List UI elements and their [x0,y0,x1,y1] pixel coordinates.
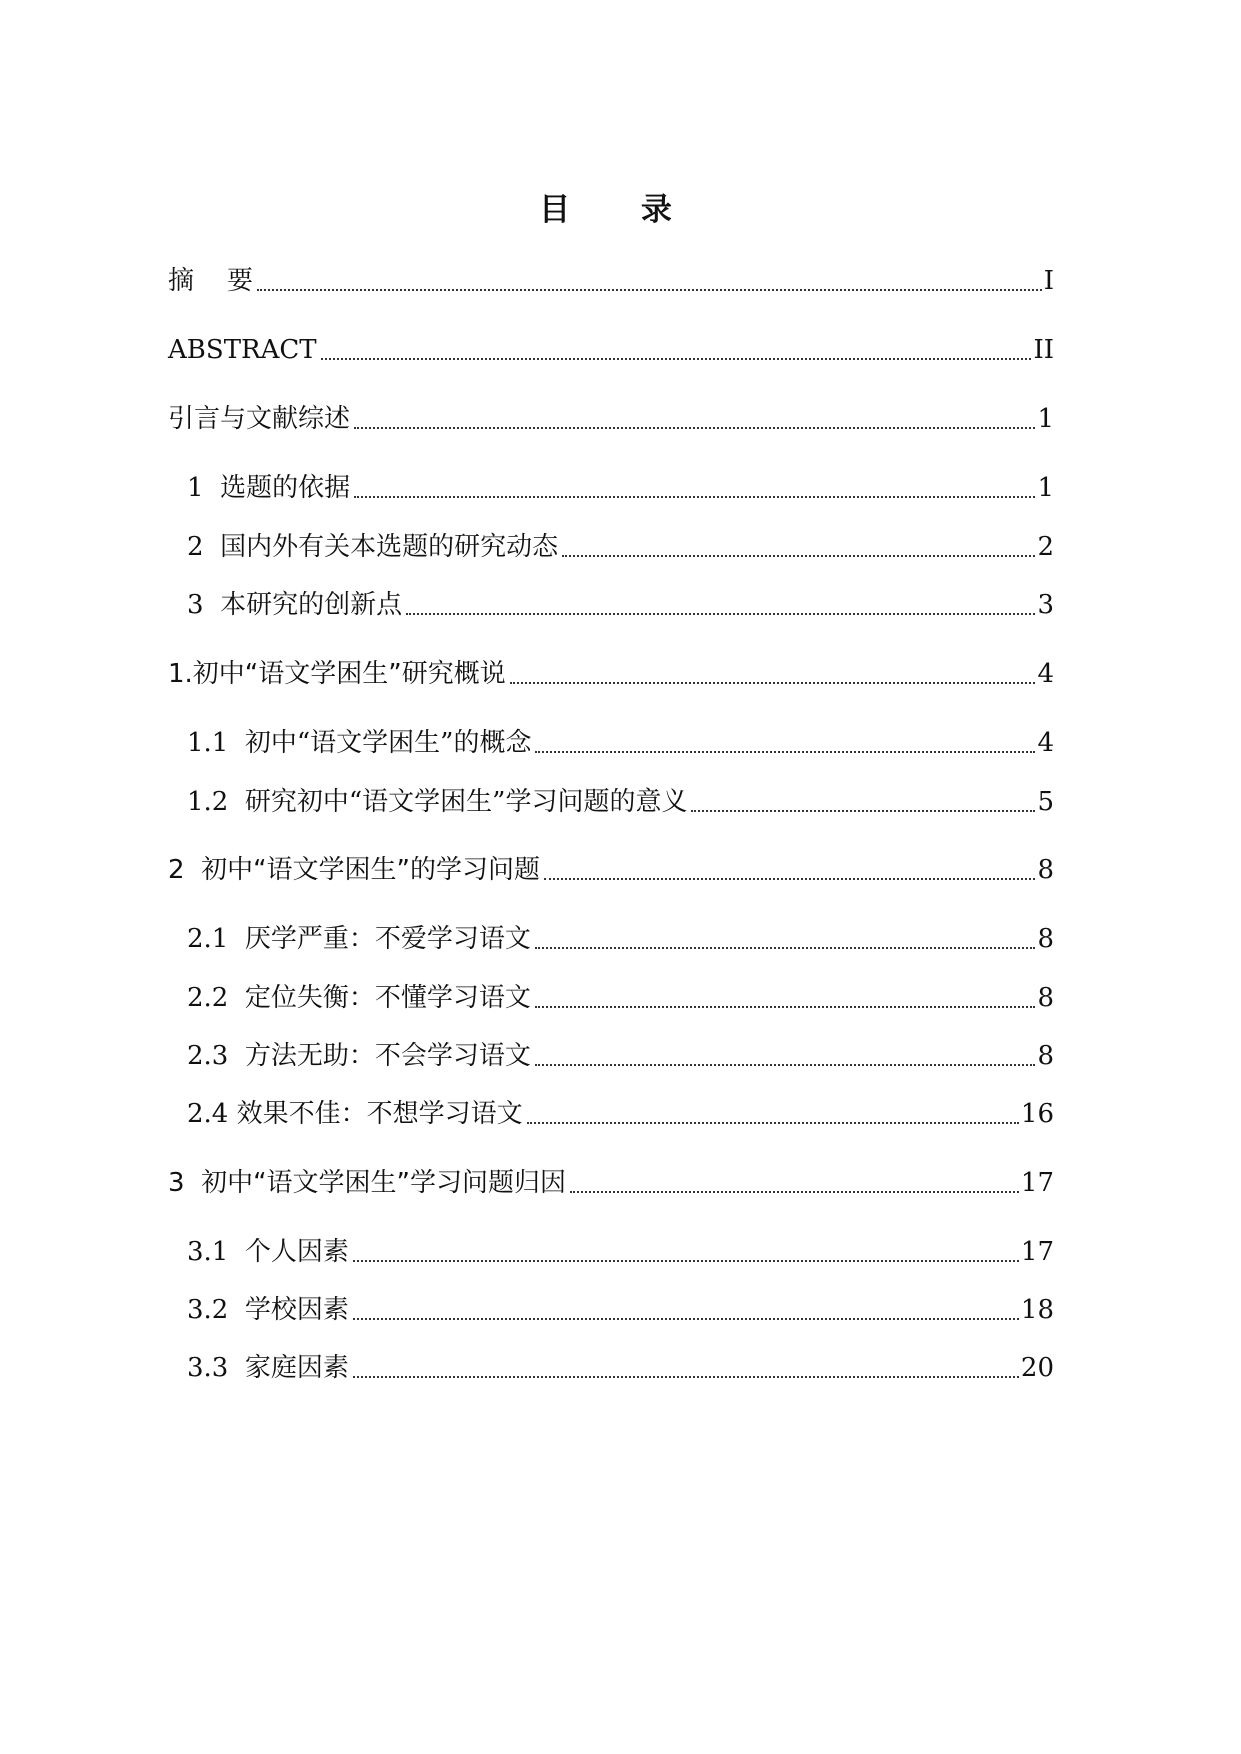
dot-leader [354,496,1035,498]
toc-entry-title: 2 国内外有关本选题的研究动态 [187,532,559,562]
toc-entry-title: 1.1 初中“语文学困生”的概念 [187,728,532,758]
toc-entry-page: 20 [1020,1353,1054,1383]
toc-entry-section-2-4[interactable] [187,1096,1054,1132]
toc-entry-section-1-2[interactable] [187,784,1054,820]
toc-entry-title: 3 初中“语文学困生”学习问题归因 [168,1168,567,1198]
dot-leader [353,1260,1019,1262]
toc-entry-page: 5 [1037,787,1054,817]
page-title: 目 录 [539,192,702,228]
toc-entry-page: 17 [1020,1168,1054,1198]
dot-leader [535,1064,1036,1066]
toc-entry-intro-3[interactable] [187,587,1054,623]
toc-entry-title: 1.初中“语文学困生”研究概说 [168,659,506,689]
toc-entry-title: 2.4 效果不佳：不想学习语文 [187,1099,523,1129]
toc-entry-title: 3.2 学校因素 [187,1295,349,1325]
toc-entry-section-3-3[interactable] [187,1350,1054,1386]
toc-entry-chapter-3[interactable] [168,1165,1054,1201]
dot-leader [257,289,1042,291]
toc-entry-page: 8 [1037,855,1054,885]
toc-entry-title: 1.2 研究初中“语文学困生”学习问题的意义 [187,787,688,817]
toc-entry-abstract-en[interactable] [168,332,1054,368]
toc-entry-section-3-2[interactable] [187,1292,1054,1328]
toc-entry-page: 4 [1037,728,1054,758]
toc-entry-page: 8 [1037,983,1054,1013]
dot-leader [406,613,1035,615]
dot-leader [562,555,1035,557]
toc-entry-page: 8 [1037,924,1054,954]
toc-entry-title: 3.1 个人因素 [187,1237,349,1267]
toc-entry-page: 16 [1020,1099,1054,1129]
dot-leader [321,358,1032,360]
toc-entry-page: 2 [1037,532,1054,562]
toc-entry-title: 3.3 家庭因素 [187,1353,349,1383]
toc-entry-title: 摘 要 [168,266,254,296]
toc-entry-title: 3 本研究的创新点 [187,590,403,620]
dot-leader [353,1376,1019,1378]
dot-leader [570,1191,1019,1193]
toc-entry-abstract-cn[interactable] [168,263,1054,299]
toc-entry-title: 2.3 方法无助：不会学习语文 [187,1041,531,1071]
toc-entry-page: 18 [1020,1295,1054,1325]
toc-entry-introduction[interactable] [168,401,1054,437]
toc-entry-section-1-1[interactable] [187,725,1054,761]
dot-leader [510,682,1036,684]
dot-leader [535,947,1036,949]
toc-entry-page: 17 [1020,1237,1054,1267]
dot-leader [353,1318,1019,1320]
toc-entry-page: I [1043,266,1054,296]
dot-leader [535,751,1035,753]
toc-entry-page: II [1033,335,1054,365]
dot-leader [354,427,1035,429]
toc-entry-page: 4 [1037,659,1054,689]
toc-entry-title: 1 选题的依据 [187,473,351,503]
dot-leader [535,1006,1036,1008]
toc-entry-section-3-1[interactable] [187,1234,1054,1270]
dot-leader [527,1122,1019,1124]
toc-entry-page: 8 [1037,1041,1054,1071]
toc-entry-title: 2 初中“语文学困生”的学习问题 [168,855,541,885]
toc-entry-title: ABSTRACT [168,335,317,365]
toc-entry-chapter-1[interactable] [168,656,1054,692]
toc-entry-intro-1[interactable] [187,470,1054,506]
toc-entry-section-2-1[interactable] [187,921,1054,957]
dot-leader [691,810,1035,812]
toc-entry-chapter-2[interactable] [168,852,1054,888]
toc-entry-section-2-2[interactable] [187,980,1054,1016]
toc-entry-title: 2.1 厌学严重：不爱学习语文 [187,924,531,954]
toc-entry-title: 2.2 定位失衡：不懂学习语文 [187,983,531,1013]
toc-entry-intro-2[interactable] [187,529,1054,565]
toc-entry-page: 1 [1037,404,1054,434]
dot-leader [544,878,1035,880]
toc-entry-section-2-3[interactable] [187,1038,1054,1074]
toc-entry-page: 3 [1037,590,1054,620]
toc-entry-page: 1 [1037,473,1054,503]
toc-entry-title: 引言与文献综述 [168,404,351,434]
